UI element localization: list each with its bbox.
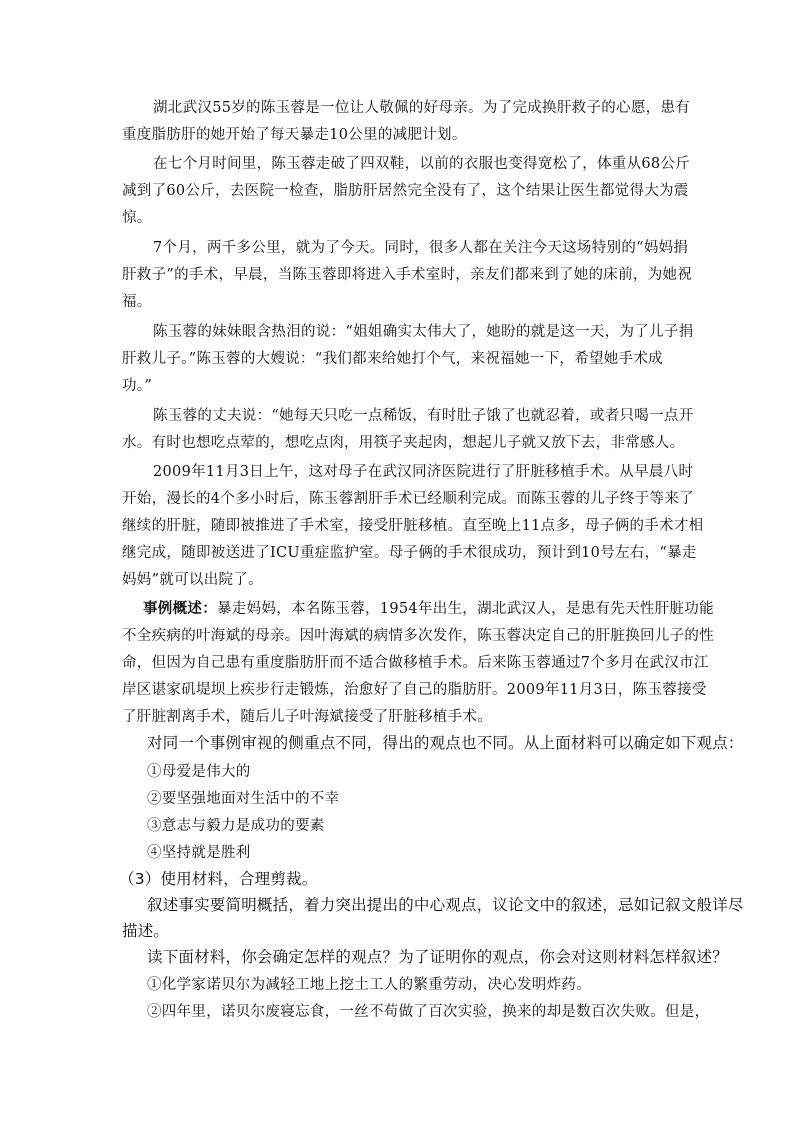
story-line: 继完成，随即被送进了ICU重症监护室。母子俩的手术很成功，预计到10号左右，“暴走 — [122, 545, 697, 561]
story-line: 水。有时也想吃点荤的，想吃点肉，用筷子夹起肉，想起儿子就又放下去，非常感人。 — [122, 435, 685, 451]
story-line: 重度脂肪肝的她开始了每天暴走10公里的减肥计划。 — [122, 127, 467, 143]
story-line: 陈玉蓉的妹妹眼含热泪的说：“姐姐确实太伟大了，她盼的就是这一天，为了儿子捐 — [153, 324, 694, 340]
story-line: 湖北武汉55岁的陈玉蓉是一位让人敬佩的好母亲。为了完成换肝救子的心愿，患有 — [153, 100, 691, 116]
story-line: 2009年11月3日上午，这对母子在武汉同济医院进行了肝脏移植手术。从早晨八时 — [153, 464, 694, 480]
story-line: 继续的肝脏，随即被推进了手术室，接受肝脏移植。直至晚上11点多，母子俩的手术才相 — [122, 518, 704, 534]
summary-first-line — [143, 597, 714, 618]
story-line: 福。 — [122, 294, 152, 310]
analysis-question: 读下面材料，你会确定怎样的观点？为了证明你的观点，你会对这则材料怎样叙述？ — [147, 948, 728, 966]
summary-line: 命，但因为自己患有重度脂肪肝而不适合做移植手术。后来陈玉蓉通过7个多月在武汉市江 — [122, 655, 709, 671]
material-line: ①化学家诺贝尔为减轻工地上挖土工人的繁重劳动，决心发明炸药。 — [147, 977, 591, 993]
section-heading: （3）使用材料，合理剪裁。 — [119, 870, 318, 888]
summary-line: 暴走妈妈，本名陈玉蓉，1954年出生，湖北武汉人，是患有先天性肝脏功能 — [217, 601, 714, 617]
story-line: 减到了60公斤，去医院一检查，脂肪肝居然完全没有了，这个结果让医生都觉得大为震 — [122, 183, 689, 199]
story-line: 功。” — [122, 378, 153, 394]
story-line: 在七个月时间里，陈玉蓉走破了四双鞋，以前的衣服也变得宽松了，体重从68公斤 — [153, 156, 691, 172]
viewpoint-item: ③意志与毅力是成功的要素 — [147, 818, 325, 834]
story-line: 肝救儿子。”陈玉蓉的大嫂说：“我们都来给她打个气，来祝福她一下，希望她手术成 — [122, 351, 663, 367]
summary-line: 岸区谌家矶堤坝上疾步行走锻炼，治愈好了自己的脂肪肝。2009年11月3日，陈玉蓉接受 — [122, 682, 707, 698]
summary-line: 不全疾病的叶海斌的母亲。因叶海斌的病情多次发作，陈玉蓉决定自己的肝脏换回儿子的性 — [122, 628, 714, 644]
story-line: 肝救子”的手术，早晨，当陈玉蓉即将进入手术室时，亲友们都来到了她的床前，为她祝 — [122, 267, 693, 283]
summary-label: 事例概述： — [143, 600, 217, 617]
story-line: 妈妈”就可以出院了。 — [122, 572, 263, 588]
summary-line: 了肝脏割离手术，随后儿子叶海斌接受了肝脏移植手术。 — [122, 709, 492, 725]
viewpoint-item: ②要坚强地面对生活中的不幸 — [147, 791, 340, 807]
analysis-intro: 对同一个事例审视的侧重点不同，得出的观点也不同。从上面材料可以确定如下观点： — [147, 734, 744, 752]
story-line: 7个月，两千多公里，就为了今天。同时，很多人都在关注今天这场特别的“妈妈捐 — [153, 240, 689, 256]
analysis-paragraph-line: 叙述事实要简明概括，着力突出提出的中心观点，议论文中的叙述，忌如记叙文般详尽 — [147, 896, 744, 914]
analysis-paragraph-line: 描述。 — [122, 922, 170, 940]
story-line: 惊。 — [122, 210, 152, 226]
viewpoint-item: ①母爱是伟大的 — [147, 764, 251, 780]
material-line: ②四年里，诺贝尔废寝忘食，一丝不苟做了百次实验，换来的却是数百次失败。但是， — [147, 1004, 710, 1020]
viewpoint-item: ④坚持就是胜利 — [147, 845, 251, 861]
story-line: 陈玉蓉的丈夫说：“她每天只吃一点稀饭，有时肚子饿了也就忍着，或者只喝一点开 — [153, 408, 694, 424]
story-line: 开始，漫长的4个多小时后，陈玉蓉割肝手术已经顺利完成。而陈玉蓉的儿子终于等来了 — [122, 491, 694, 507]
